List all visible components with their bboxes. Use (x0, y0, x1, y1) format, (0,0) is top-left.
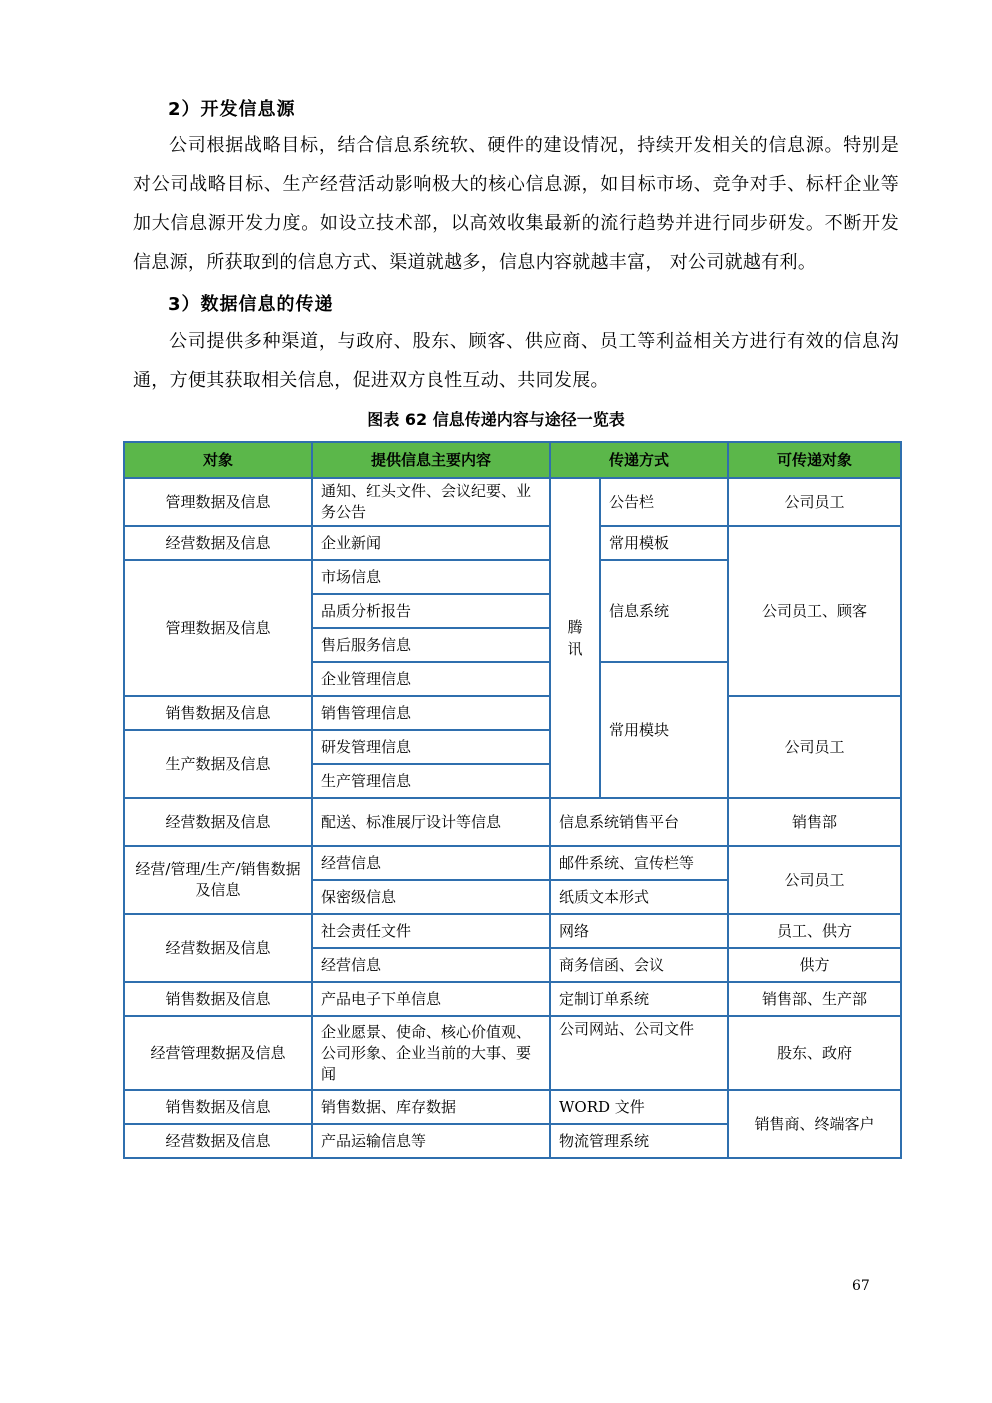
cell-method: 定制订单系统 (550, 982, 728, 1016)
table-row (124, 1016, 901, 1090)
cell-target: 公司员工 (728, 696, 901, 798)
table-header-row (124, 442, 901, 478)
cell-object: 经营管理数据及信息 (124, 1016, 312, 1090)
header-object: 对象 (124, 442, 312, 478)
cell-content: 研发管理信息 (312, 730, 550, 764)
cell-object: 销售数据及信息 (124, 982, 312, 1016)
cell-method: 物流管理系统 (550, 1124, 728, 1158)
cell-target: 供方 (728, 948, 901, 982)
table-caption: 图表 62 信息传递内容与途径一览表 (367, 410, 625, 429)
cell-content: 售后服务信息 (312, 628, 550, 662)
cell-target: 公司员工 (728, 478, 901, 526)
table-row (124, 478, 901, 526)
cell-content: 企业管理信息 (312, 662, 550, 696)
cell-target: 销售部、生产部 (728, 982, 901, 1016)
cell-object: 销售数据及信息 (124, 1090, 312, 1124)
table-row (124, 846, 901, 880)
cell-content: 产品运输信息等 (312, 1124, 550, 1158)
cell-content: 经营信息 (312, 948, 550, 982)
cell-method: 常用模板 (600, 526, 728, 560)
table-row (124, 798, 901, 846)
cell-target: 销售部 (728, 798, 901, 846)
cell-content: 品质分析报告 (312, 594, 550, 628)
cell-method: 公告栏 (600, 478, 728, 526)
cell-object: 经营/管理/生产/销售数据及信息 (124, 846, 312, 914)
section-paragraph-3: 公司提供多种渠道，与政府、股东、顾客、供应商、员工等利益相关方进行有效的信息沟通，方便其获取相关信息，促进双方良性互动、共同发展。 (133, 331, 899, 391)
cell-content: 企业新闻 (312, 526, 550, 560)
cell-target: 员工、供方 (728, 914, 901, 948)
table-row (124, 526, 901, 560)
cell-content: 销售数据、库存数据 (312, 1090, 550, 1124)
cell-target: 销售商、终端客户 (728, 1090, 901, 1158)
cell-content: 市场信息 (312, 560, 550, 594)
page-number: 67 (852, 1278, 870, 1294)
cell-tencent: 腾 讯 (550, 478, 600, 798)
section-paragraph-2: 公司根据战略目标，结合信息系统软、硬件的建设情况，持续开发相关的信息源。特别是对公司战略目标、生产经营活动影响极大的核心信息源，如目标市场、竞争对手、标杆企业等加大信息源开发力度。如设立技术部，以高效收集最新的流行趋势并进行同步研发。不断开发信息源，所获取到的信息方式、渠道就越多，信息内容就越丰富， 对公司就越有利。 (133, 135, 899, 273)
header-target: 可传递对象 (728, 442, 901, 478)
cell-content: 社会责任文件 (312, 914, 550, 948)
cell-method: 信息系统销售平台 (550, 798, 728, 846)
cell-object: 经营数据及信息 (124, 914, 312, 982)
cell-method: 邮件系统、宣传栏等 (550, 846, 728, 880)
cell-method: 商务信函、会议 (550, 948, 728, 982)
cell-content: 生产管理信息 (312, 764, 550, 798)
cell-content: 通知、红头文件、会议纪要、业务公告 (312, 478, 550, 526)
cell-method: 公司网站、公司文件 (550, 1016, 728, 1090)
table-row (124, 914, 901, 948)
cell-method: 常用模块 (600, 662, 728, 798)
cell-method: 网络 (550, 914, 728, 948)
cell-object: 管理数据及信息 (124, 560, 312, 696)
cell-object: 生产数据及信息 (124, 730, 312, 798)
cell-content: 保密级信息 (312, 880, 550, 914)
section-heading-3: 3）数据信息的传递 (168, 294, 334, 315)
cell-method: 纸质文本形式 (550, 880, 728, 914)
cell-target: 股东、政府 (728, 1016, 901, 1090)
section-heading-2: 2）开发信息源 (168, 99, 296, 120)
cell-target: 公司员工、顾客 (728, 526, 901, 696)
cell-content: 产品电子下单信息 (312, 982, 550, 1016)
cell-object: 经营数据及信息 (124, 1124, 312, 1158)
header-content: 提供信息主要内容 (312, 442, 550, 478)
info-transfer-table (123, 441, 902, 1159)
cell-content: 经营信息 (312, 846, 550, 880)
cell-object: 经营数据及信息 (124, 798, 312, 846)
cell-content: 销售管理信息 (312, 696, 550, 730)
cell-object: 管理数据及信息 (124, 478, 312, 526)
cell-content: 企业愿景、使命、核心价值观、公司形象、企业当前的大事、要闻 (312, 1016, 550, 1090)
cell-object: 销售数据及信息 (124, 696, 312, 730)
table-row (124, 1090, 901, 1124)
cell-method: 信息系统 (600, 560, 728, 662)
table-row (124, 982, 901, 1016)
cell-target: 公司员工 (728, 846, 901, 914)
cell-content: 配送、标准展厅设计等信息 (312, 798, 550, 846)
cell-object: 经营数据及信息 (124, 526, 312, 560)
cell-method: WORD 文件 (550, 1090, 728, 1124)
header-method: 传递方式 (550, 442, 728, 478)
table-row (124, 696, 901, 730)
